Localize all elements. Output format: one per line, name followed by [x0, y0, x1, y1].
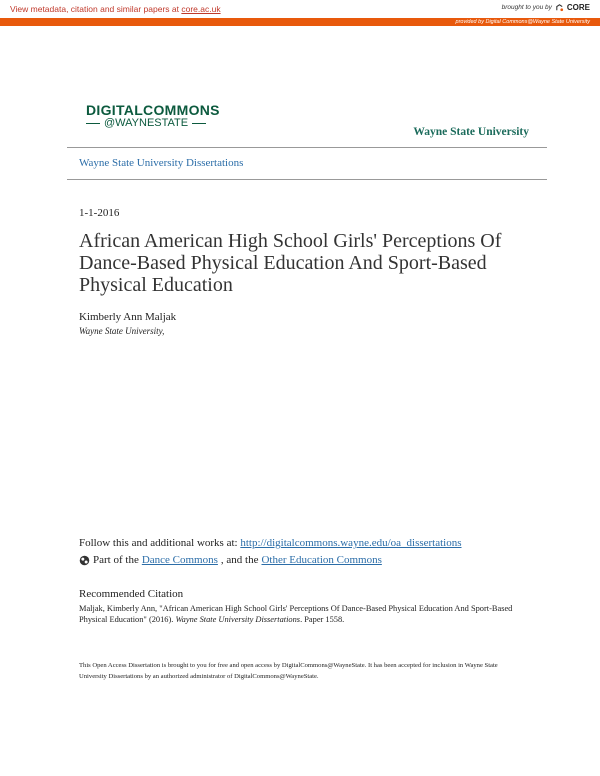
core-link-text: View metadata, citation and similar papers at [10, 4, 182, 14]
author-affiliation: Wayne State University, [79, 326, 165, 336]
open-access-statement: This Open Access Dissertation is brought to you for free and open access by DigitalCommons@WayneState. It has been accepted for inclusion in Wayne State University Dissertations by an authorized administrator of DigitalCommons@WayneState. [79, 662, 498, 680]
dance-commons-link[interactable]: Dance Commons [141, 554, 218, 566]
logo-rule-right [192, 123, 206, 124]
collection-url-link[interactable]: http://digitalcommons.wayne.edu/oa_dissertations [240, 537, 462, 549]
follow-line [79, 537, 462, 549]
logo-bottom [86, 117, 220, 129]
divider [67, 147, 547, 148]
document-title: African American High School Girls' Perceptions Of Dance-Based Physical Education And Sport-Based Physical Education [79, 230, 502, 296]
and-the-text: , and the [220, 554, 259, 566]
citation-text [79, 603, 519, 625]
author-name: Kimberly Ann Maljak [79, 311, 177, 323]
citation-paper: . Paper 1558. [300, 615, 345, 624]
logo-rule-left [86, 123, 100, 124]
recommended-citation-heading: Recommended Citation [79, 588, 184, 600]
institution-name[interactable]: Wayne State University [413, 126, 529, 138]
publication-date: 1-1-2016 [79, 207, 120, 219]
core-wordmark: CORE [566, 3, 590, 12]
part-of-text: Part of the [93, 554, 139, 566]
series-link[interactable]: Wayne State University Dissertations [79, 157, 244, 169]
other-education-commons-link[interactable]: Other Education Commons [261, 554, 382, 566]
digital-commons-logo[interactable] [86, 102, 220, 129]
core-logo-icon [555, 3, 564, 12]
part-of-line [79, 554, 382, 566]
core-brought-by[interactable] [502, 3, 590, 12]
logo-top-text: DIGITALCOMMONS [86, 102, 220, 118]
core-domain-link[interactable]: core.ac.uk [181, 4, 221, 14]
citation-series: Wayne State University Dissertations [175, 615, 301, 624]
core-metadata-link[interactable] [10, 4, 221, 14]
provider-bar [0, 18, 600, 26]
divider [67, 179, 547, 180]
follow-text: Follow this and additional works at: [79, 537, 241, 549]
logo-bottom-text: @WAYNESTATE [104, 117, 189, 129]
commons-network-icon [79, 555, 90, 566]
citation-body: Maljak, Kimberly Ann, "African American High School Girls' Perceptions Of Dance-Based Physical Education And Sport-Based Physical Education" (2016). [79, 604, 513, 624]
provider-text: provided by Digital Commons@Wayne State University [455, 19, 590, 25]
brought-by-text: brought to you by [501, 4, 552, 11]
